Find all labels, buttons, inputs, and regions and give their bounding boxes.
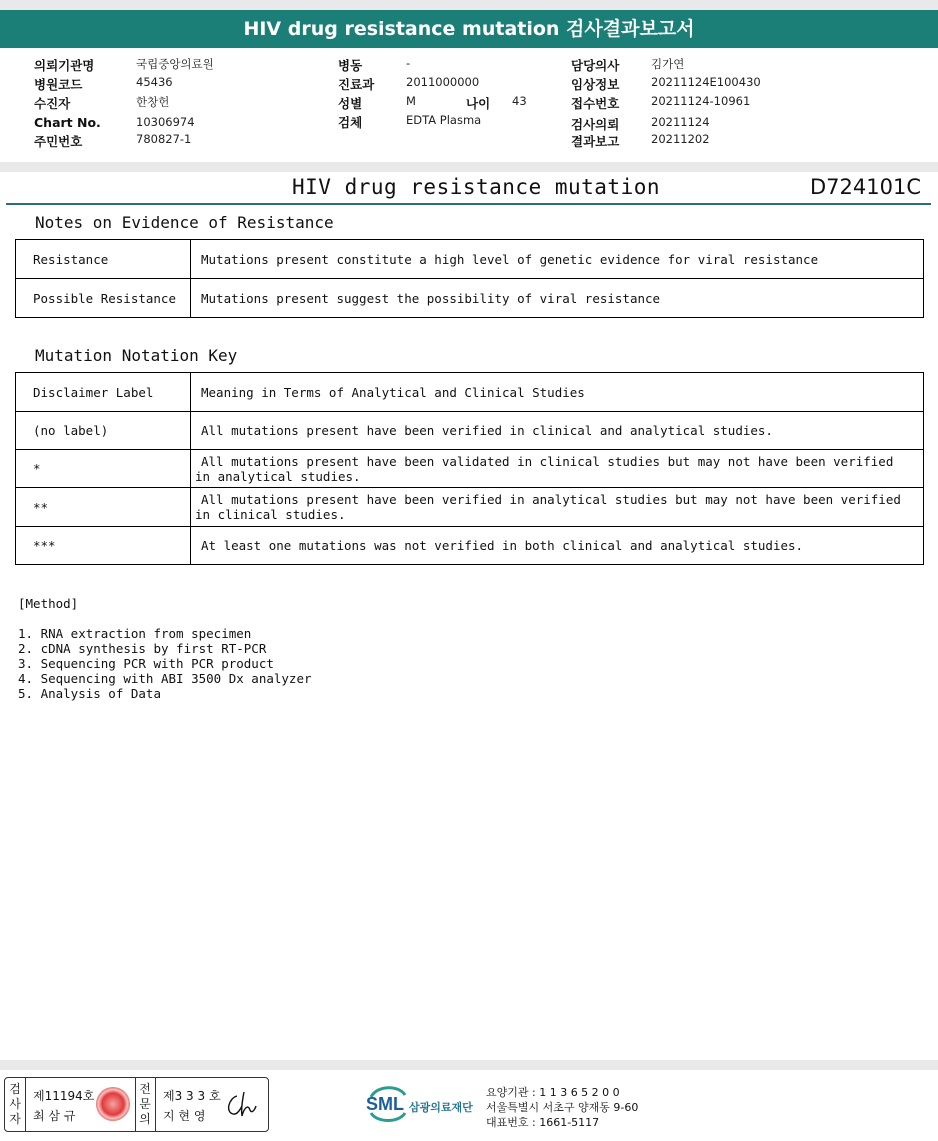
info-label: 담당의사 xyxy=(571,58,620,73)
top-margin-bar xyxy=(0,0,938,10)
vertical-char: 의 xyxy=(139,1112,151,1126)
notation-label: ** xyxy=(16,488,191,527)
column-header-meaning: Meaning in Terms of Analytical and Clinical Studies xyxy=(191,373,924,412)
evidence-table xyxy=(15,239,924,318)
evidence-label: Resistance xyxy=(16,240,191,279)
notation-label: *** xyxy=(16,527,191,565)
info-label: 검체 xyxy=(338,115,363,130)
title-rule xyxy=(6,203,931,205)
report-title: HIV drug resistance mutation xyxy=(292,175,661,199)
method-step: 1. RNA extraction from specimen xyxy=(18,626,252,641)
method-step: 2. cDNA synthesis by first RT-PCR xyxy=(18,641,267,656)
notation-label: * xyxy=(16,450,191,488)
age-label: 나이 xyxy=(466,96,491,111)
info-value: 2011000000 xyxy=(406,75,480,89)
info-label: 수진자 xyxy=(34,96,71,111)
tester-license-no: 제11194호 xyxy=(33,1089,95,1103)
section-separator xyxy=(0,162,938,172)
organization-name: 삼광의료재단 xyxy=(409,1101,473,1114)
method-step: 5. Analysis of Data xyxy=(18,686,161,701)
info-label: 결과보고 xyxy=(571,134,620,149)
box-divider xyxy=(135,1078,136,1131)
info-value: M xyxy=(406,94,416,108)
table-row xyxy=(16,527,924,565)
info-value: 20211124 xyxy=(651,115,710,129)
method-step: 3. Sequencing PCR with PCR product xyxy=(18,656,274,671)
column-header-label: Disclaimer Label xyxy=(16,373,191,412)
vertical-char: 자 xyxy=(9,1112,21,1126)
company-info xyxy=(486,1085,638,1130)
tester-label xyxy=(7,1082,23,1127)
company-line: 요양기관 : 1 1 3 6 5 2 0 0 xyxy=(486,1086,620,1099)
signature-box xyxy=(4,1077,269,1132)
box-divider xyxy=(155,1078,156,1131)
evidence-label: Possible Resistance xyxy=(16,279,191,318)
notation-meaning xyxy=(191,488,924,527)
meaning-line: in clinical studies. xyxy=(195,507,346,522)
table-row xyxy=(16,240,924,279)
info-label: 검사의뢰 xyxy=(571,117,620,132)
info-value: - xyxy=(406,56,411,70)
vertical-char: 전 xyxy=(139,1082,151,1096)
tester-name: 최 삼 규 xyxy=(33,1109,76,1123)
info-label: 진료과 xyxy=(338,77,375,92)
age-value: 43 xyxy=(512,94,527,108)
info-value: 45436 xyxy=(136,75,173,89)
info-label: 의뢰기관명 xyxy=(34,58,95,73)
vertical-char: 문 xyxy=(139,1097,151,1111)
meaning-line: All mutations present have been validated in clinical studies but may not have been verified xyxy=(201,453,894,469)
notation-meaning xyxy=(191,450,924,488)
footer-separator xyxy=(0,1060,938,1070)
table-row xyxy=(16,450,924,488)
evidence-meaning: Mutations present constitute a high level of genetic evidence for viral resistance xyxy=(191,240,924,279)
info-value: 20211124E100430 xyxy=(651,75,761,89)
box-divider xyxy=(25,1078,26,1131)
sml-logo-text: SML xyxy=(366,1094,404,1114)
info-value: 20211202 xyxy=(651,132,710,146)
method-heading: [Method] xyxy=(18,596,79,611)
seal-stamp-icon xyxy=(96,1087,130,1121)
info-label: 병동 xyxy=(338,58,363,73)
info-value: 780827-1 xyxy=(136,132,192,146)
specialist-name: 지 현 영 xyxy=(163,1109,206,1123)
info-label: 병원코드 xyxy=(34,77,83,92)
method-steps xyxy=(18,626,312,701)
info-label: 주민번호 xyxy=(34,134,83,149)
info-value: 20211124-10961 xyxy=(651,94,751,108)
method-step: 4. Sequencing with ABI 3500 Dx analyzer xyxy=(18,671,312,686)
info-label: Chart No. xyxy=(34,115,101,130)
info-value: EDTA Plasma xyxy=(406,113,482,127)
info-label: 접수번호 xyxy=(571,96,620,111)
specialist-label xyxy=(137,1082,153,1127)
meaning-line: All mutations present have been verified in analytical studies but may not have been verified xyxy=(201,492,901,507)
vertical-char: 사 xyxy=(9,1097,21,1111)
notation-meaning: At least one mutations was not verified in both clinical and analytical studies. xyxy=(191,527,924,565)
info-label: 임상정보 xyxy=(571,77,620,92)
table-row xyxy=(16,279,924,318)
specialist-license-no: 제3 3 3 호 xyxy=(163,1089,221,1103)
signature-icon xyxy=(223,1088,263,1122)
company-line: 대표번호 : 1661-5117 xyxy=(486,1116,600,1129)
info-value: 김가연 xyxy=(651,57,685,71)
info-label: 성별 xyxy=(338,96,363,111)
report-code: D724101C xyxy=(810,175,921,199)
meaning-line: in analytical studies. xyxy=(195,468,361,484)
notation-heading: Mutation Notation Key xyxy=(35,346,238,365)
evidence-meaning: Mutations present suggest the possibility of viral resistance xyxy=(191,279,924,318)
notation-meaning: All mutations present have been verified in clinical and analytical studies. xyxy=(191,412,924,450)
info-value: 10306974 xyxy=(136,115,195,129)
report-banner-title: HIV drug resistance mutation 검사결과보고서 xyxy=(0,10,938,48)
notation-table xyxy=(15,372,924,565)
notation-label: (no label) xyxy=(16,412,191,450)
table-header-row xyxy=(16,373,924,412)
evidence-heading: Notes on Evidence of Resistance xyxy=(35,213,334,232)
table-row xyxy=(16,488,924,527)
info-value: 한창헌 xyxy=(136,95,170,109)
company-line: 서울특별시 서초구 양재동 9-60 xyxy=(486,1101,639,1114)
table-row xyxy=(16,412,924,450)
vertical-char: 검 xyxy=(9,1082,21,1096)
info-value: 국립중앙의료원 xyxy=(136,57,214,71)
method-section xyxy=(18,596,312,701)
